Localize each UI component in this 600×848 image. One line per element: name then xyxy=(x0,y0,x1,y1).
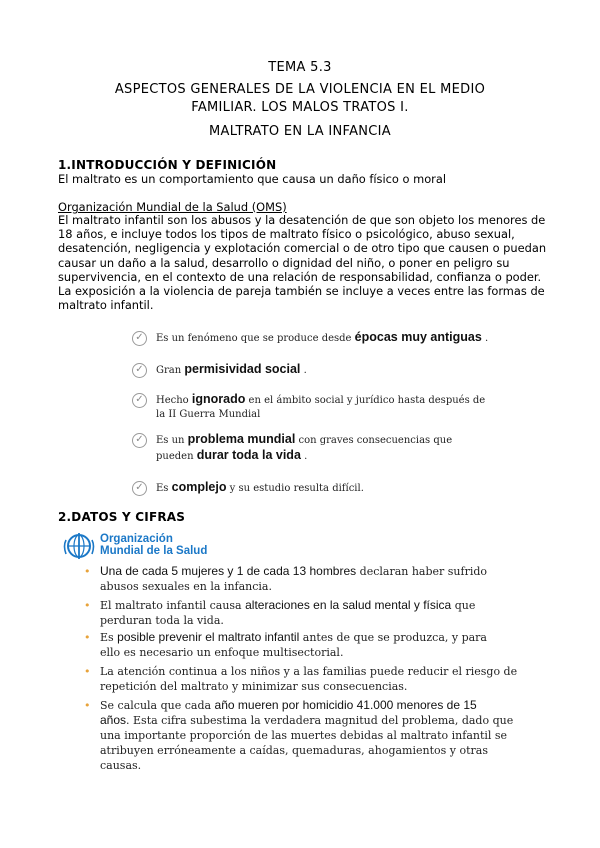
oms-label: Organización Mundial de la Salud (OMS) xyxy=(58,200,287,214)
title-line-1: ASPECTOS GENERALES DE LA VIOLENCIA EN EL MEDIO xyxy=(114,82,486,97)
oms-line: desatención, negligencia y explotación comercial o de otro tipo que causen o puedan xyxy=(58,241,547,256)
oms-line: La exposición a la violencia de pareja también se incluye a veces entre las formas de xyxy=(58,284,545,299)
oms-definition xyxy=(58,213,548,312)
topic-number: TEMA 5.3 xyxy=(268,60,332,75)
title-line-2: FAMILIAR. LOS MALOS TRATOS I. xyxy=(191,100,409,115)
bullet-icon: • xyxy=(84,665,91,678)
check-circle-icon: ✓ xyxy=(132,433,147,448)
section-2-heading: 2.DATOS Y CIFRAS xyxy=(58,510,186,524)
bullet-icon: • xyxy=(84,599,91,612)
bullet-icon: • xyxy=(84,631,91,644)
check-circle-icon: ✓ xyxy=(132,331,147,346)
check-circle-icon: ✓ xyxy=(132,481,147,496)
oms-line: 18 años, e incluye todos los tipos de maltrato físico o psicológico, abuso sexual, xyxy=(58,227,515,242)
oms-line: causar un daño a la salud, desarrollo o dignidad del niño, o poner en peligro su xyxy=(58,255,510,270)
logo-text-line: Organización xyxy=(100,533,173,545)
logo-text-line: Mundial de la Salud xyxy=(100,545,208,557)
oms-logo xyxy=(62,530,222,562)
oms-line: El maltrato infantil son los abusos y la desatención de que son objeto los menores de xyxy=(58,213,546,227)
oms-line: maltrato infantil. xyxy=(58,298,154,313)
document-page: TEMA 5.3 ASPECTOS GENERALES DE LA VIOLENCIA EN EL MEDIO FAMILIAR. LOS MALOS TRATOS I. MALTRATO EN LA INFANCIA 1.INTRODUCCIÓN Y DEFINICIÓN El maltrato es un comportamiento que causa un daño físico o moral Organización Mundial de la Salud (OMS) El maltrato infantil son los abusos y la desatención de que son objeto los menores de 18 años, e incluye todos los tipos de maltrato físico o psicológico, abuso sexual, desatención, negligencia y explotación comercial o de otro tipo que causen o puedan causar un daño a la salud, desarrollo o dignidad del niño, o poner en peligro su supervivencia, en el contexto de una relación de responsabilidad, confianza o poder. La exposición a la violencia de pareja también se incluye a veces entre las formas de maltrato infantil. ✓ Es un fenómeno que se produce desde épocas muy antiguas . ✓ Gran permisividad social . ✓ Hecho ignorado en el ámbito social y jurídico hasta después de la II Guerra Mundial ✓ Es un problema mundial con graves consecuencias que pueden durar toda la vida . ✓ Es complejo y su estudio resulta difícil. 2.DATOS Y CIFRAS Organización Mundial de la Salud • Una de cada 5 mujeres y 1 de cada 13 hombres declaran haber sufrido abusos sexuales en la infancia. • El maltrato infantil causa alteraciones en la salud mental y física que perduran toda la vida. • Es posible prevenir el maltrato infantil antes de que se produzca, y para ello es necesario un enfoque multisectorial. • La atención continua a los niños y a las familias puede reducir el riesgo de repetición del maltrato y minimizar sus consecuencias. • Se calcula que cada año mueren por homicidio 41.000 menores de 15 años. Esta cifra subestima la verdadera magnitud del problema, dado que una importante proporción de las muertes debidas al maltrato infantil se atribuyen erróneamente a caídas, quemaduras, ahogamientos y otras causas. xyxy=(0,0,600,848)
bullet-icon: • xyxy=(84,699,91,712)
bullet-icon: • xyxy=(84,565,91,578)
oms-line: supervivencia, en el contexto de una relación de responsabilidad, confianza o poder. xyxy=(58,269,542,284)
check-circle-icon: ✓ xyxy=(132,363,147,378)
title-line-3: MALTRATO EN LA INFANCIA xyxy=(209,124,391,139)
who-emblem-icon xyxy=(62,530,96,562)
check-circle-icon: ✓ xyxy=(132,393,147,408)
section-1-heading: 1.INTRODUCCIÓN Y DEFINICIÓN xyxy=(58,158,277,172)
maltrato-definition: El maltrato es un comportamiento que causa un daño físico o moral xyxy=(58,172,446,186)
